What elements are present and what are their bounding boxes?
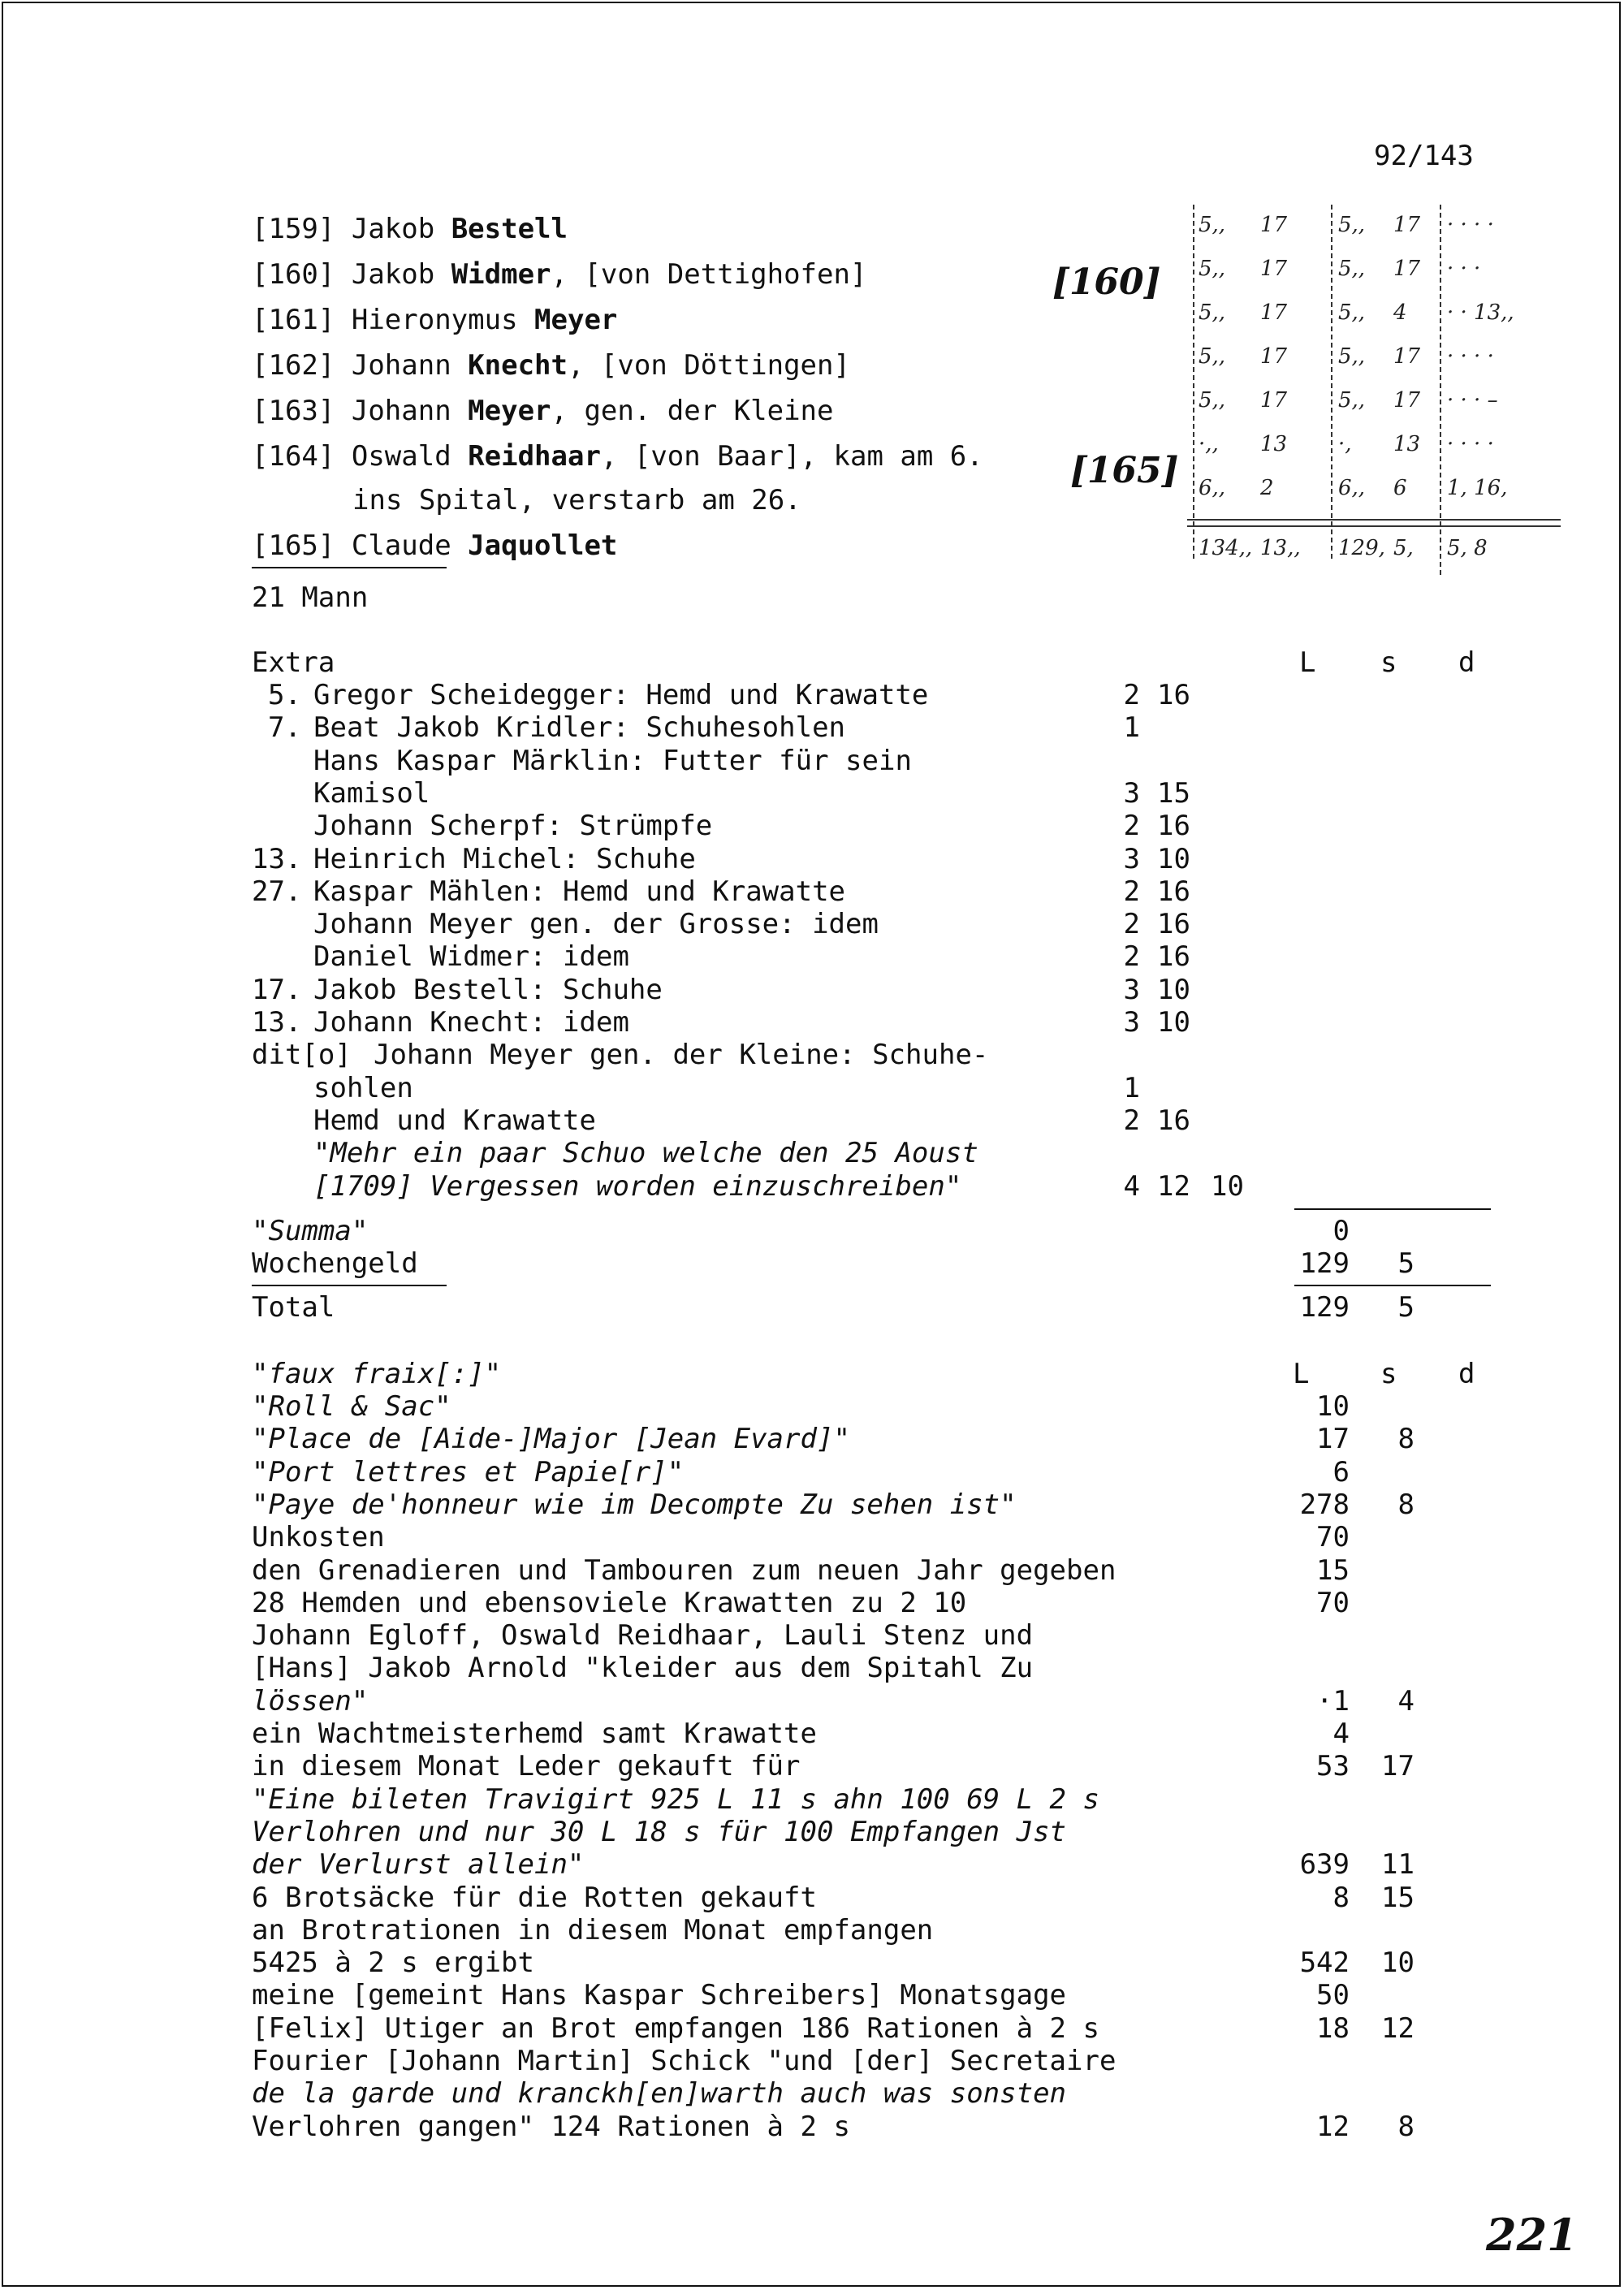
extra-description: Kaspar Mählen: Hemd und Krawatte <box>313 875 846 908</box>
extra-day: dit[o] <box>252 1039 352 1072</box>
faux-fraix-description: lössen" <box>252 1684 369 1718</box>
faux-fraix-line <box>0 1554 1624 1587</box>
tally-cell: 5,, <box>1199 344 1226 369</box>
faux-fraix-description: Johann Egloff, Oswald Reidhaar, Lauli Stenz und <box>252 1619 1034 1653</box>
faux-fraix-description: "Roll & Sac" <box>252 1390 451 1423</box>
tally-cell: 17 <box>1393 257 1421 281</box>
roster-last-name: Meyer <box>534 304 618 336</box>
roster-first-name: Hieronymus <box>351 304 518 336</box>
faux-fraix-line <box>0 1848 1624 1881</box>
roster-number: [164] <box>252 440 335 473</box>
extra-amount-L: 2 <box>1123 875 1140 908</box>
faux-fraix-line <box>0 1685 1624 1718</box>
roster-number: [165] <box>252 529 335 562</box>
faux-fraix-line <box>0 1816 1624 1848</box>
extra-line <box>0 777 1624 810</box>
extra-description: Hans Kaspar Märklin: Futter für sein <box>313 744 912 777</box>
tally-cell: ·, <box>1338 432 1352 456</box>
faux-fraix-line <box>0 1882 1624 1914</box>
extra-line <box>0 810 1624 842</box>
tally-cell: 5,, <box>1338 257 1366 281</box>
extra-day: 5. <box>268 679 301 711</box>
tally-cell: · · · <box>1447 257 1481 281</box>
extra-amount-s: 16 <box>1157 940 1190 974</box>
tally-cell: 5,, <box>1199 300 1226 325</box>
tally-cell: · · 13,, <box>1447 300 1514 325</box>
extra-day: 27. <box>252 875 302 908</box>
roster-last-name: Jaquollet <box>468 529 618 562</box>
faux-fraix-description: [Hans] Jakob Arnold "kleider aus dem Spitahl Zu <box>252 1652 1034 1685</box>
faux-fraix-amount-L: 639 <box>1299 1848 1350 1882</box>
faux-fraix-amount-L: 53 <box>1316 1750 1350 1783</box>
extra-line <box>0 875 1624 908</box>
faux-fraix-line <box>0 2045 1624 2077</box>
tally-cell: 17 <box>1260 388 1288 413</box>
tally-cell: 5,, <box>1199 257 1226 281</box>
extra-amount-s: 10 <box>1157 1006 1190 1039</box>
faux-fraix-line <box>0 1619 1624 1652</box>
roster-detail: , gen. der Kleine <box>551 395 834 427</box>
tally-cell: 6,, <box>1338 476 1366 500</box>
extra-line <box>0 1039 1624 1071</box>
extra-header-s: s <box>1380 646 1397 679</box>
faux-fraix-amount-s: 8 <box>1397 1488 1415 1521</box>
faux-fraix-amount-s: 8 <box>1397 1423 1415 1456</box>
faux-header-L: L <box>1293 1358 1310 1390</box>
extra-amount-s: 15 <box>1157 776 1190 810</box>
faux-fraix-description: ein Wachtmeisterhemd samt Krawatte <box>252 1718 817 1750</box>
tally-cell: 1, 16, <box>1447 476 1508 500</box>
extra-amount-L: 4 <box>1123 1169 1140 1203</box>
handwritten-mark-160: [160] <box>1052 261 1161 303</box>
extra-amount-L: 3 <box>1123 776 1140 810</box>
roster-entry <box>352 484 801 516</box>
faux-fraix-line <box>0 1423 1624 1455</box>
roster-number: [161] <box>252 304 335 336</box>
faux-fraix-description: Verlohren gangen" 124 Rationen à 2 s <box>252 2110 850 2143</box>
tally-cell: 17 <box>1260 257 1288 281</box>
tally-row <box>1187 297 1569 330</box>
tally-cell: 13 <box>1260 432 1288 456</box>
faux-fraix-line <box>0 1979 1624 2011</box>
roster-detail: , [von Baar], kam am 6. <box>600 440 983 473</box>
total-label: Total <box>252 1291 335 1324</box>
extra-day: 13. <box>252 842 302 875</box>
faux-fraix-description: in diesem Monat Leder gekauft für <box>252 1750 801 1783</box>
roster-entry <box>252 304 617 336</box>
faux-fraix-description: Unkosten <box>252 1521 385 1554</box>
extra-line <box>0 745 1624 777</box>
faux-fraix-amount-L: 50 <box>1316 1979 1350 2012</box>
extra-amount-s: 12 <box>1157 1169 1190 1203</box>
faux-fraix-description: an Brotrationen in diesem Monat empfangen <box>252 1913 934 1946</box>
extra-line <box>0 974 1624 1006</box>
extra-description: Jakob Bestell: Schuhe <box>313 973 663 1006</box>
extra-line <box>0 940 1624 973</box>
faux-fraix-description: der Verlurst allein" <box>252 1848 585 1882</box>
faux-fraix-description: 5425 à 2 s ergibt <box>252 1946 534 1980</box>
extra-amount-s: 16 <box>1157 810 1190 843</box>
roster-first-name: Jakob <box>351 258 435 291</box>
faux-fraix-line <box>0 1488 1624 1521</box>
faux-header-d: d <box>1458 1358 1475 1390</box>
faux-header-s: s <box>1380 1358 1397 1390</box>
handwritten-tally-table <box>1187 205 1569 577</box>
tally-cell: 5,, <box>1338 388 1366 413</box>
extra-amount-L: 2 <box>1123 908 1140 941</box>
tally-cell: 17 <box>1393 388 1421 413</box>
roster-number: [159] <box>252 213 335 245</box>
extra-amount-L: 2 <box>1123 679 1140 711</box>
tally-cell: 5,, <box>1199 388 1226 413</box>
tally-cell: · · · · <box>1447 344 1494 369</box>
roster-first-name: Claude <box>351 529 451 562</box>
tally-cell: 17 <box>1393 213 1421 237</box>
faux-fraix-amount-L: 15 <box>1316 1553 1350 1587</box>
roster-first-name: Oswald <box>351 440 451 473</box>
extra-description: Beat Jakob Kridler: Schuhesohlen <box>313 711 846 745</box>
faux-fraix-line <box>0 1946 1624 1979</box>
tally-cell: 134,, <box>1199 536 1253 560</box>
faux-fraix-amount-L: 10 <box>1316 1390 1350 1423</box>
roster-last-name: Meyer <box>468 395 551 427</box>
faux-fraix-amount-s: 4 <box>1397 1684 1415 1718</box>
extra-description: [1709] Vergessen worden einzuschreiben" <box>313 1169 962 1203</box>
roster-entry <box>252 213 568 245</box>
extra-description: sohlen <box>313 1071 413 1104</box>
faux-fraix-description: de la garde und kranckh[en]warth auch was sonsten <box>252 2077 1067 2111</box>
faux-fraix-amount-s: 10 <box>1381 1946 1415 1980</box>
tally-row <box>1187 473 1569 505</box>
summa-L: 0 <box>1332 1215 1350 1247</box>
roster-last-name: Knecht <box>468 349 568 382</box>
folio-mark: 221 <box>1486 2209 1578 2261</box>
extra-amount-L: 3 <box>1123 973 1140 1006</box>
roster-detail: , [von Dettighofen] <box>551 258 867 291</box>
faux-fraix-description: Verlohren und nur 30 L 18 s für 100 Empfangen Jst <box>252 1815 1067 1848</box>
extra-day: 17. <box>252 973 302 1006</box>
extra-amount-L: 2 <box>1123 940 1140 974</box>
roster-last-name: Bestell <box>451 213 568 245</box>
roster-last-name: Reidhaar <box>468 440 601 473</box>
roster-last-name: Widmer <box>451 258 551 291</box>
extra-title: Extra <box>252 646 335 679</box>
extra-header-L: L <box>1299 646 1316 679</box>
faux-fraix-amount-L: 70 <box>1316 1586 1350 1619</box>
page-number: 92/143 <box>1374 140 1474 172</box>
extra-amount-s: 16 <box>1157 1104 1190 1137</box>
tally-cell: · · · · <box>1447 213 1494 237</box>
faux-fraix-line <box>0 1521 1624 1553</box>
tally-cell: 129, <box>1338 536 1385 560</box>
faux-fraix-line <box>0 1390 1624 1423</box>
tally-cell: 17 <box>1260 300 1288 325</box>
extra-description: Daniel Widmer: idem <box>313 940 629 974</box>
wochengeld-label: Wochengeld <box>252 1247 418 1280</box>
total-L: 129 <box>1299 1291 1350 1324</box>
faux-fraix-amount-L: 278 <box>1299 1488 1350 1521</box>
faux-fraix-line <box>0 2077 1624 2110</box>
extra-amount-L: 2 <box>1123 810 1140 843</box>
tally-cell: 6 <box>1393 476 1407 500</box>
faux-fraix-amount-L: 4 <box>1332 1718 1350 1750</box>
faux-fraix-amount-L: 6 <box>1332 1455 1350 1488</box>
extra-line <box>0 1006 1624 1039</box>
tally-cell: 4 <box>1393 300 1407 325</box>
tally-cell: 5, <box>1393 536 1414 560</box>
tally-cell: ·,, <box>1199 432 1219 456</box>
faux-fraix-description: 28 Hemden und ebensoviele Krawatten zu 2 10 <box>252 1586 967 1619</box>
faux-fraix-description: [Felix] Utiger an Brot empfangen 186 Rationen à 2 s <box>252 2011 1099 2045</box>
roster-first-name: Johann <box>351 395 451 427</box>
roster-number: [162] <box>252 349 335 382</box>
extra-description: "Mehr ein paar Schuo welche den 25 Aoust <box>313 1137 978 1170</box>
tally-cell: 13,, <box>1260 536 1301 560</box>
faux-fraix-line <box>0 1750 1624 1782</box>
faux-fraix-description: den Grenadieren und Tambouren zum neuen Jahr gegeben <box>252 1553 1116 1587</box>
tally-cell: 5,, <box>1338 213 1366 237</box>
roster-entry <box>252 258 866 291</box>
roster-entry <box>252 440 983 473</box>
tally-row <box>1187 429 1569 461</box>
extra-line <box>0 711 1624 744</box>
extra-day: 13. <box>252 1006 302 1039</box>
extra-line <box>0 1137 1624 1169</box>
roster-entry <box>252 395 834 427</box>
wochengeld-underline <box>252 1285 447 1286</box>
extra-description: Johann Meyer gen. der Grosse: idem <box>313 908 879 941</box>
total-s: 5 <box>1397 1291 1415 1324</box>
roster-underline <box>252 567 447 568</box>
extra-header-d: d <box>1458 646 1475 679</box>
extra-line <box>0 1170 1624 1203</box>
faux-fraix-line <box>0 1914 1624 1946</box>
faux-fraix-amount-L: 8 <box>1332 1881 1350 1914</box>
faux-fraix-line <box>0 2012 1624 2045</box>
faux-fraix-description: meine [gemeint Hans Kaspar Schreibers] Monatsgage <box>252 1979 1067 2012</box>
roster-detail: , [von Döttingen] <box>567 349 850 382</box>
faux-fraix-line <box>0 1652 1624 1684</box>
roster-entry <box>252 529 617 562</box>
extra-line <box>0 679 1624 711</box>
faux-fraix-amount-s: 15 <box>1381 1881 1415 1914</box>
faux-fraix-description: 6 Brotsäcke für die Rotten gekauft <box>252 1881 817 1914</box>
extra-line <box>0 1072 1624 1104</box>
extra-amount-L: 1 <box>1123 1071 1140 1104</box>
extra-sum-rule <box>1294 1208 1491 1210</box>
summa-label: "Summa" <box>252 1215 369 1247</box>
faux-fraix-amount-s: 17 <box>1381 1750 1415 1783</box>
extra-description: Heinrich Michel: Schuhe <box>313 842 696 875</box>
faux-fraix-amount-L: 70 <box>1316 1521 1350 1554</box>
tally-cell: 5, 8 <box>1447 536 1488 560</box>
faux-fraix-line <box>0 1587 1624 1619</box>
faux-fraix-amount-L: ·1 <box>1316 1684 1350 1718</box>
extra-description: Hemd und Krawatte <box>313 1104 596 1137</box>
tally-cell: 6,, <box>1199 476 1226 500</box>
roster-entry <box>252 349 850 382</box>
extra-description: Gregor Scheidegger: Hemd und Krawatte <box>313 679 929 711</box>
faux-fraix-amount-s: 11 <box>1381 1848 1415 1882</box>
faux-fraix-amount-s: 8 <box>1397 2110 1415 2143</box>
extra-amount-s: 16 <box>1157 875 1190 908</box>
faux-fraix-title: "faux fraix[:]" <box>252 1358 502 1390</box>
tally-cell: 5,, <box>1199 213 1226 237</box>
roster-detail: ins Spital, verstarb am 26. <box>352 484 801 516</box>
faux-fraix-amount-L: 542 <box>1299 1946 1350 1980</box>
extra-line <box>0 843 1624 875</box>
tally-cell: 5,, <box>1338 344 1366 369</box>
extra-amount-s: 16 <box>1157 679 1190 711</box>
faux-fraix-line <box>0 2111 1624 2143</box>
extra-amount-L: 3 <box>1123 842 1140 875</box>
faux-fraix-line <box>0 1783 1624 1816</box>
tally-cell: 17 <box>1260 213 1288 237</box>
wochengeld-s: 5 <box>1397 1247 1415 1280</box>
total-rule <box>1294 1285 1491 1286</box>
roster-number: [160] <box>252 258 335 291</box>
extra-amount-s: 10 <box>1157 842 1190 875</box>
tally-cell: 13 <box>1393 432 1421 456</box>
men-count: 21 Mann <box>252 581 369 614</box>
faux-fraix-description: Fourier [Johann Martin] Schick "und [der] Secretaire <box>252 2045 1116 2077</box>
faux-fraix-line <box>0 1456 1624 1488</box>
faux-fraix-amount-s: 12 <box>1381 2011 1415 2045</box>
extra-amount-s: 10 <box>1157 973 1190 1006</box>
faux-fraix-line <box>0 1718 1624 1750</box>
faux-fraix-amount-L: 17 <box>1316 1423 1350 1456</box>
faux-fraix-description: "Eine bileten Travigirt 925 L 11 s ahn 100 69 L 2 s <box>252 1782 1099 1816</box>
tally-cell: 5,, <box>1338 300 1366 325</box>
tally-row <box>1187 533 1569 565</box>
extra-description: Johann Knecht: idem <box>313 1006 629 1039</box>
tally-cell: · · · · <box>1447 432 1494 456</box>
tally-cell: 17 <box>1260 344 1288 369</box>
tally-cell: 17 <box>1393 344 1421 369</box>
extra-amount-d: 10 <box>1211 1169 1244 1203</box>
handwritten-mark-165: [165] <box>1070 450 1179 491</box>
extra-description: Kamisol <box>313 776 430 810</box>
faux-fraix-description: "Port lettres et Papie[r]" <box>252 1455 685 1488</box>
wochengeld-L: 129 <box>1299 1247 1350 1280</box>
roster-number: [163] <box>252 395 335 427</box>
extra-amount-L: 2 <box>1123 1104 1140 1137</box>
tally-row <box>1187 385 1569 417</box>
extra-description: Johann Scherpf: Strümpfe <box>313 810 713 843</box>
extra-line <box>0 1104 1624 1137</box>
roster-first-name: Johann <box>351 349 451 382</box>
tally-row <box>1187 253 1569 286</box>
faux-fraix-amount-L: 12 <box>1316 2110 1350 2143</box>
extra-amount-s: 16 <box>1157 908 1190 941</box>
faux-fraix-description: "Place de [Aide-]Major [Jean Evard]" <box>252 1423 850 1456</box>
tally-row <box>1187 341 1569 374</box>
tally-cell: · · · – <box>1447 388 1498 413</box>
extra-amount-L: 1 <box>1123 711 1140 745</box>
tally-cell: 2 <box>1260 476 1274 500</box>
tally-row <box>1187 210 1569 242</box>
extra-day: 7. <box>268 711 301 745</box>
faux-fraix-description: "Paye de'honneur wie im Decompte Zu sehen ist" <box>252 1488 1017 1521</box>
faux-fraix-amount-L: 18 <box>1316 2011 1350 2045</box>
roster-first-name: Jakob <box>351 213 435 245</box>
extra-amount-L: 3 <box>1123 1006 1140 1039</box>
extra-description: Johann Meyer gen. der Kleine: Schuhe- <box>374 1039 989 1072</box>
extra-line <box>0 908 1624 940</box>
